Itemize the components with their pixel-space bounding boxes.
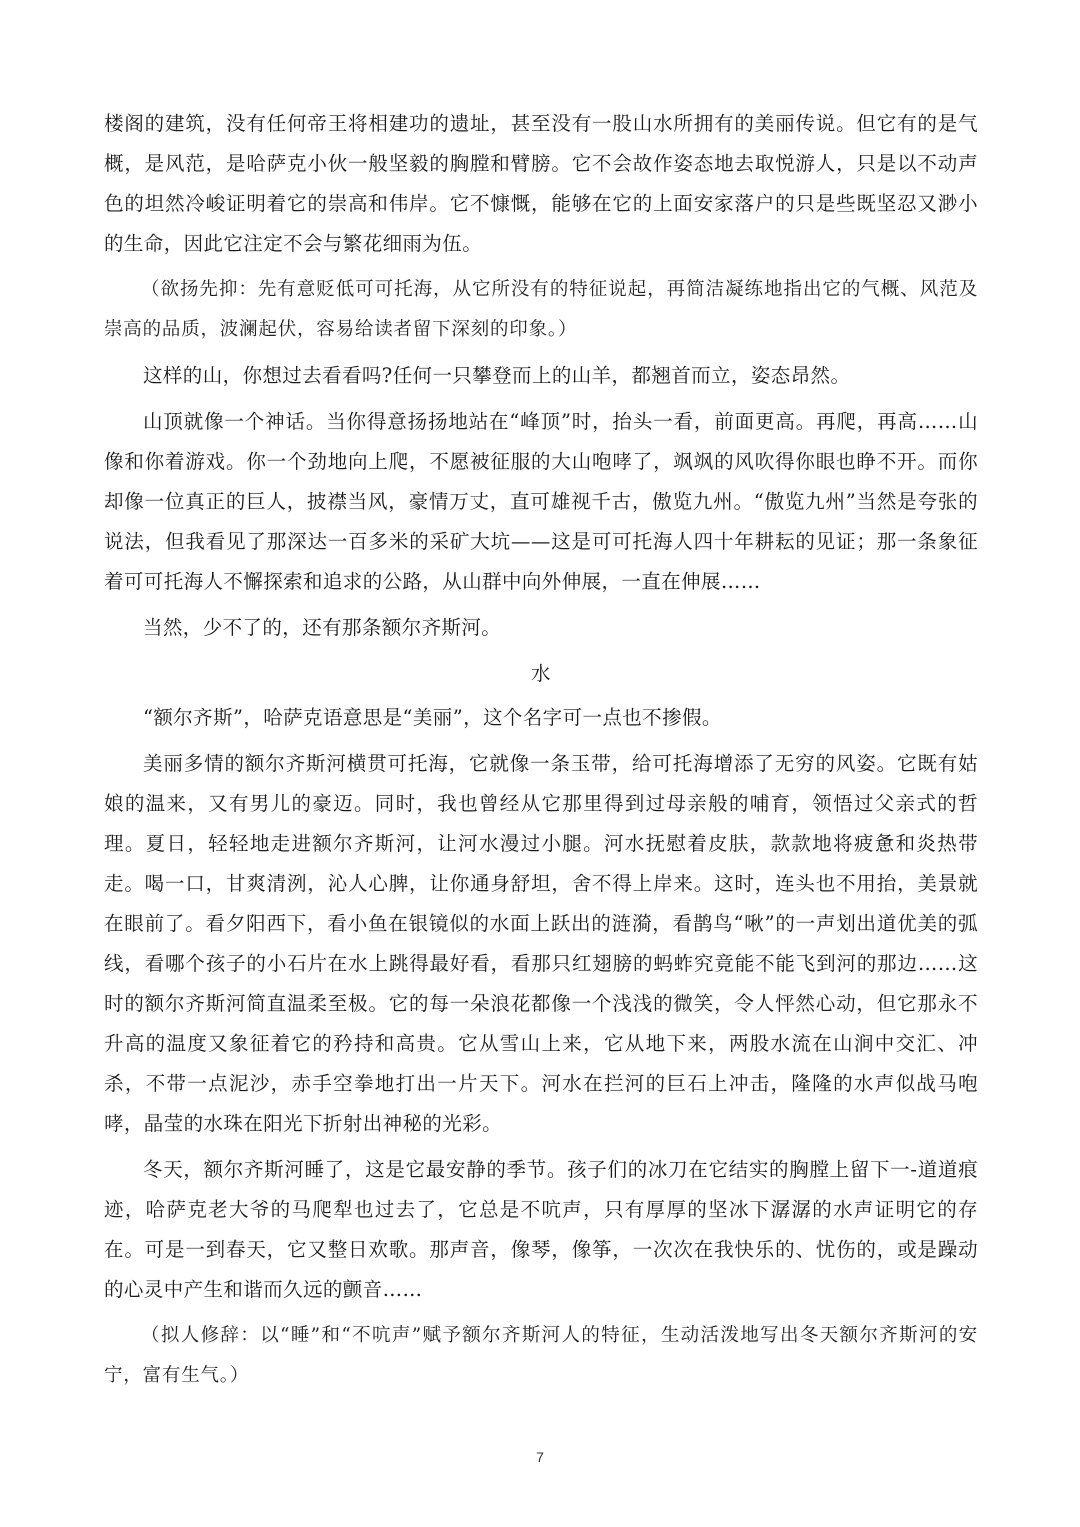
commentary-contrast-technique: （欲扬先抑：先有意贬低可可托海，从它所没有的特征说起，再简洁凝练地指出它的气概、风范及崇高的品质，波澜起伏，容易给读者留下深刻的印象。） (104, 279, 978, 340)
page-number: 7 (536, 1449, 544, 1465)
section-title-water: 水 (531, 662, 551, 685)
paragraph-mountain-summit: 山顶就像一个神话。当你得意扬扬地站在“峰顶”时，抬头一看，前面更高。再爬，再高……山像和你着游戏。你一个劲地向上爬，不愿被征服的大山咆哮了，飒飒的风吹得你眼也睁不开。而你却像一位真正的巨人，披襟当风，豪情万丈，直可雄视千古，傲览九州。“傲览九州”当然是夸张的说法，但我看见了那深达一百多米的采矿大坑——这是可可托海人四十年耕耘的见证；那一条象征着可可托海人不懈探索和追求的公路，从山群中向外伸展，一直在伸展…… (104, 410, 978, 593)
paragraph-river-intro: 当然，少不了的，还有那条额尔齐斯河。 (143, 616, 502, 639)
paragraph-mountain-goat: 这样的山，你想过去看看吗?任何一只攀登而上的山羊，都翘首而立，姿态昂然。 (143, 364, 851, 387)
commentary-personification: （拟人修辞：以“睡”和“不吭声”赋予额尔齐斯河人的特征，生动活泼地写出冬天额尔齐斯河的安宁，富有生气。） (104, 1325, 978, 1386)
document-body (104, 104, 978, 1396)
paragraph-river-winter: 冬天，额尔齐斯河睡了，这是它最安静的季节。孩子们的冰刀在它结实的胸膛上留下一-道道痕迹，哈萨克老大爷的马爬犁也过去了，它总是不吭声，只有厚厚的坚冰下潺潺的水声证明它的存在。可是一到春天，它又整日欢歌。那声音，像琴，像筝，一次次在我快乐的、忧伤的，或是躁动的心灵中产生和谐而久远的颤音…… (104, 1158, 978, 1301)
paragraph-mountain-character: 楼阁的建筑，没有任何帝王将相建功的遗址，甚至没有一股山水所拥有的美丽传说。但它有的是气概，是风范，是哈萨克小伙一般坚毅的胸膛和臂膀。它不会故作姿态地去取悦游人，只是以不动声色的坦然冷峻证明着它的崇高和伟岸。它不慷慨，能够在它的上面安家落户的只是些既坚忍又渺小的生命，因此它注定不会与繁花细雨为伍。 (104, 112, 978, 255)
document-page (104, 104, 978, 1402)
paragraph-river-summer: 美丽多情的额尔齐斯河横贯可托海，它就像一条玉带，给可托海增添了无穷的风姿。它既有姑娘的温来，又有男儿的豪迈。同时，我也曾经从它那里得到过母亲般的哺育，领悟过父亲式的哲理。夏日，轻轻地走进额尔齐斯河，让河水漫过小腿。河水抚慰着皮肤，款款地将疲惫和炎热带走。喝一口，甘爽清洌，沁人心脾，让你通身舒坦，舍不得上岸来。这时，连头也不用抬，美景就在眼前了。看夕阳西下，看小鱼在银镜似的水面上跃出的涟漪，看鹊鸟“啾”的一声划出道优美的弧线，看哪个孩子的小石片在水上跳得最好看，看那只红翅膀的蚂蚱究竟能不能飞到河的那边……这时的额尔齐斯河简直温柔至极。它的每一朵浪花都像一个浅浅的微笑，令人怦然心动，但它那永不升高的温度又象征着它的矜持和高贵。它从雪山上来，它从地下来，两股水流在山涧中交汇、冲杀，不带一点泥沙，赤手空拳地打出一片天下。河水在拦河的巨石上冲击，隆隆的水声似战马咆哮，晶莹的水珠在阳光下折射出神秘的光彩。 (104, 752, 978, 1135)
paragraph-river-name: “额尔齐斯”，哈萨克语意思是“美丽”，这个名字可一点也不掺假。 (143, 706, 722, 729)
